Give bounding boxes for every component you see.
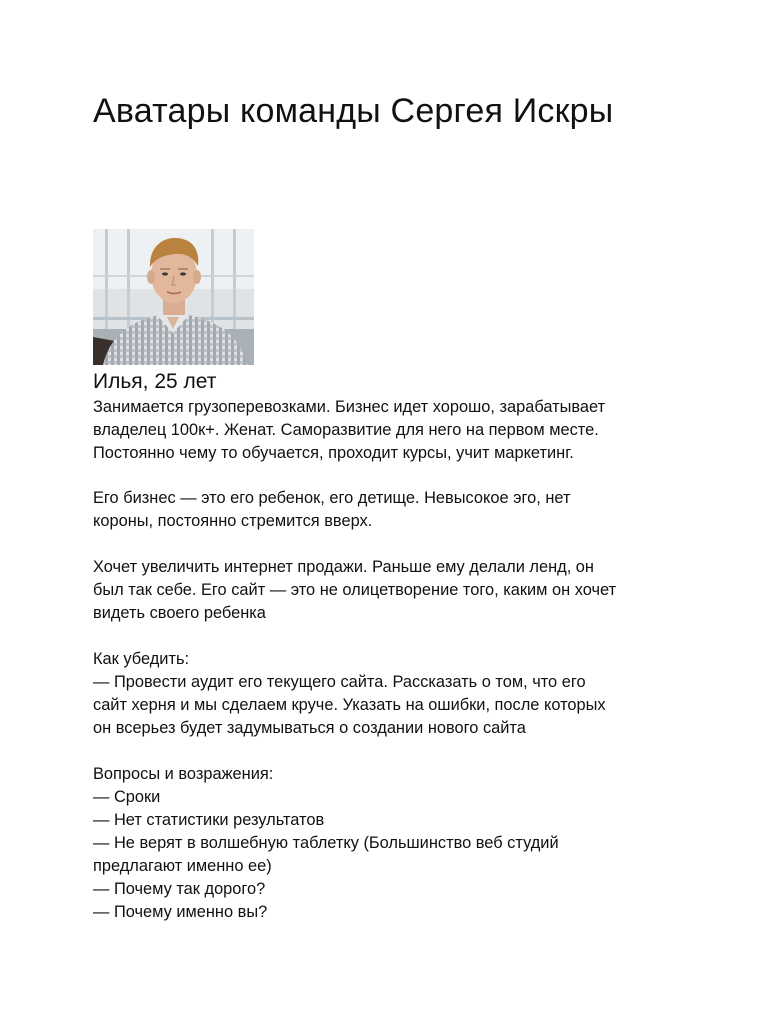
objections-section: Вопросы и возражения: — Сроки — Нет статистики результатов — Не верят в волшебную таблетку (Большинство веб студий предлагают именно ее) — Почему так дорого? — Почему именно вы? (93, 765, 559, 921)
persona-business-attitude: Его бизнес — это его ребенок, его детище. Невысокое эго, нет короны, постоянно стремится вверх. (93, 489, 571, 530)
persona-description: Занимается грузоперевозками. Бизнес идет хорошо, зарабатывает владелец 100к+. Женат. Саморазвитие для него на первом месте. Постоянно чему то обучается, проходит курсы, учит маркетинг. (93, 398, 606, 462)
document-title: Аватары команды Сергея Искры (93, 92, 614, 130)
persona-goal: Хочет увеличить интернет продажи. Раньше ему делали ленд, он был так себе. Его сайт — это не олицетворение того, каким он хочет видеть своего ребенка (93, 558, 617, 622)
persona-name: Илья, 25 лет (93, 370, 217, 393)
persuasion-section: Как убедить: — Провести аудит его текущего сайта. Рассказать о том, что его сайт херня и мы сделаем круче. Указать на ошибки, после которых он всерьез будет задумываться о создании нового сайта (93, 650, 606, 737)
avatar-photo (93, 229, 254, 365)
